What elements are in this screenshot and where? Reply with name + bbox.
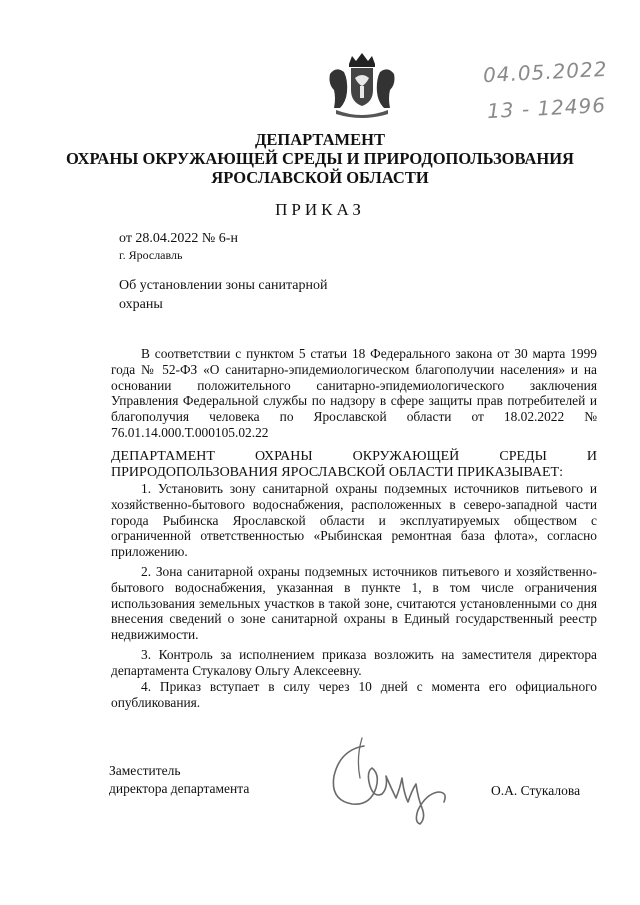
header-region: ЯРОСЛАВСКОЙ ОБЛАСТИ xyxy=(211,168,429,187)
signatory-role-line-1: Заместитель xyxy=(109,763,181,778)
order-item-4: 4. Приказ вступает в силу через 10 дней с момента его официального опубликования. xyxy=(111,679,597,710)
order-item-2: 2. Зона санитарной охраны подземных источников питьевого и хозяйственно-бытового водоснабжения, указанная в пункте 1, в том числе ограничения использования земельных участков в такой зоне, считаются установленными со дня внесения сведений о зоне санитарной охраны в Единый государственный реестр недвижимости. xyxy=(111,564,597,643)
order-item-3: 3. Контроль за исполнением приказа возложить на заместителя директора департамента Стукалову Ольгу Алексеевну. xyxy=(111,647,597,678)
handwritten-signature xyxy=(322,728,482,828)
header-department: ДЕПАРТАМЕНТ xyxy=(255,130,385,149)
signatory-role-line-2: директора департамента xyxy=(109,781,250,796)
header-department-name: ОХРАНЫ ОКРУЖАЮЩЕЙ СРЕДЫ И ПРИРОДОПОЛЬЗОВАНИЯ xyxy=(66,149,574,168)
preamble-paragraph: В соответствии с пунктом 5 статьи 18 Федерального закона от 30 марта 1999 года № 52-ФЗ «О санитарно-эпидемиологическом благополучии населения» и на основании положительного санитарно-эпидемиологического заключения Управления Федеральной службы по надзору в сфере защиты прав потребителей и благополучия человека по Ярославской области от 18.02.2022 № 76.01.14.000.Т.000105.02.22 xyxy=(111,346,597,440)
department-orders-paragraph: ДЕПАРТАМЕНТ ОХРАНЫ ОКРУЖАЮЩЕЙ СРЕДЫ И ПРИРОДОПОЛЬЗОВАНИЯ ЯРОСЛАВСКОЙ ОБЛАСТИ ПРИКАЗЫВАЕТ: xyxy=(111,449,597,480)
handwritten-registration-date: 04.05.2022 xyxy=(482,56,609,88)
coat-of-arms-emblem xyxy=(322,50,402,122)
order-date-number: от 28.04.2022 № 6-н xyxy=(119,231,238,246)
handwritten-registration-number: 13 - 12496 xyxy=(486,92,607,124)
order-title: ПРИКАЗ xyxy=(275,200,365,219)
order-item-1: 1. Установить зону санитарной охраны подземных источников питьевого и хозяйственно-бытового водоснабжения, расположенных в северо-западной части города Рыбинска Ярославской области и эксплуатируемых обществом с ограниченной ответственностью «Рыбинская ремонтная база флота», согласно приложению. xyxy=(111,481,597,560)
order-city: г. Ярославль xyxy=(119,248,183,262)
signatory-name: О.А. Стукалова xyxy=(491,783,581,798)
order-subject: Об установлении зоны санитарной охраны xyxy=(119,278,328,312)
